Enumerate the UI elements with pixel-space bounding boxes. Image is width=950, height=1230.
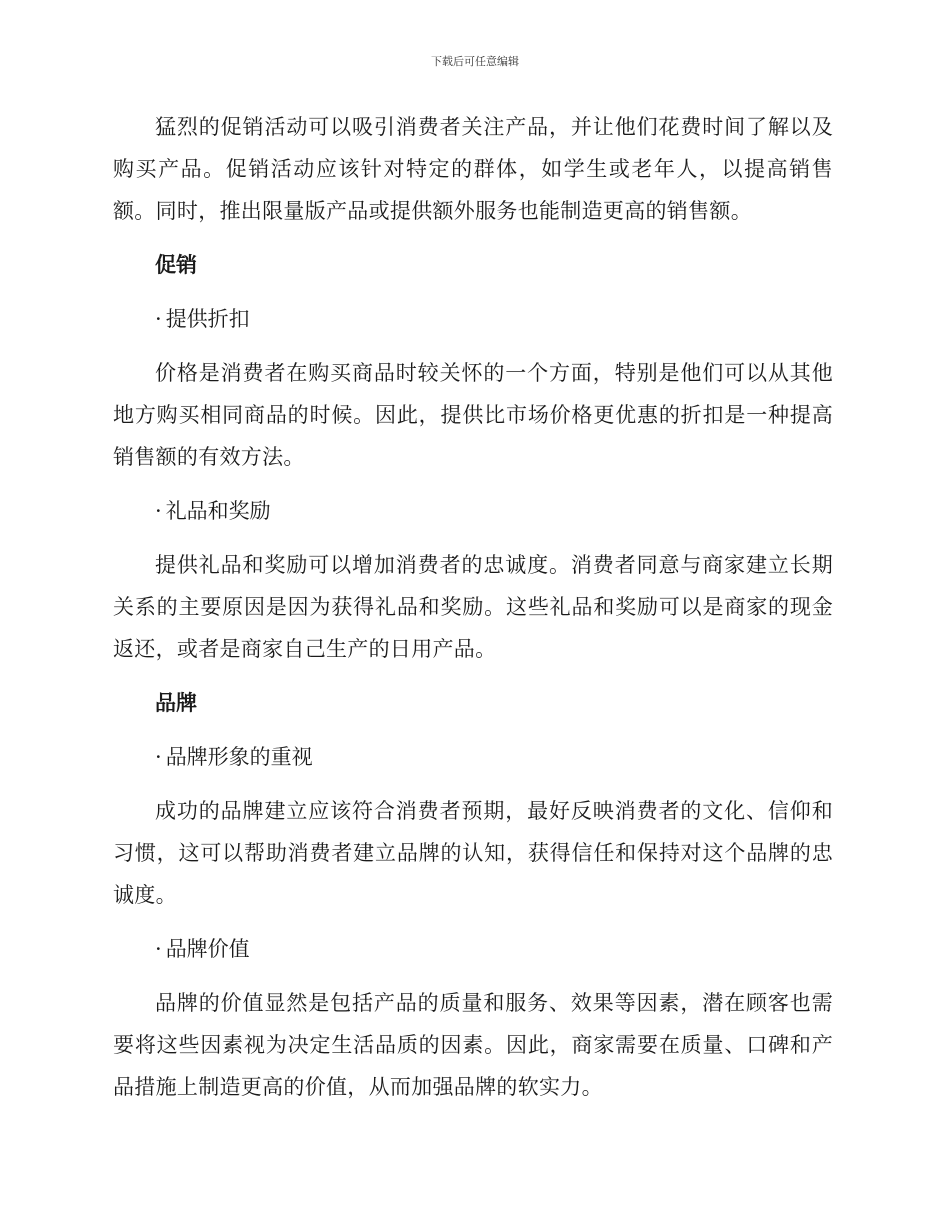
bullet-label: 礼品和奖励 [165, 499, 271, 523]
bullet-dot-icon: · [155, 307, 162, 331]
section-heading-brand: 品牌 [155, 691, 197, 715]
bullet-label: 提供折扣 [165, 307, 250, 331]
bullet-item-discount [155, 298, 833, 340]
bullet-dot-icon: · [155, 499, 162, 523]
bullet-dot-icon: · [155, 937, 162, 961]
paragraph-intro: 猛烈的促销活动可以吸引消费者关注产品，并让他们花费时间了解以及购买产品。促销活动应该针对特定的群体，如学生或老年人，以提高销售额。同时，推出限量版产品或提供额外服务也能制造更高的销售额。 [113, 115, 833, 223]
paragraph-gifts: 提供礼品和奖励可以增加消费者的忠诚度。消费者同意与商家建立长期关系的主要原因是因为获得礼品和奖励。这些礼品和奖励可以是商家的现金返还，或者是商家自己生产的日用产品。 [113, 553, 833, 661]
bullet-label: 品牌价值 [165, 937, 250, 961]
bullet-item-brand-image [155, 736, 833, 778]
paragraph-discount: 价格是消费者在购买商品时较关怀的一个方面，特别是他们可以从其他地方购买相同商品的时候。因此，提供比市场价格更优惠的折扣是一种提高销售额的有效方法。 [113, 361, 833, 469]
bullet-item-brand-value [155, 928, 833, 970]
paragraph-brand-value: 品牌的价值显然是包括产品的质量和服务、效果等因素，潜在顾客也需要将这些因素视为决定生活品质的因素。因此，商家需要在质量、口碑和产品措施上制造更高的价值，从而加强品牌的软实力。 [113, 991, 833, 1099]
bullet-item-gifts [155, 490, 833, 532]
bullet-label: 品牌形象的重视 [165, 745, 313, 769]
page-header: 下载后可任意编辑 [431, 55, 519, 68]
section-heading-promotion: 促销 [155, 253, 197, 277]
document-body [113, 106, 833, 1120]
bullet-dot-icon: · [155, 745, 162, 769]
paragraph-brand-image: 成功的品牌建立应该符合消费者预期，最好反映消费者的文化、信仰和习惯，这可以帮助消费者建立品牌的认知，获得信任和保持对这个品牌的忠诚度。 [113, 799, 833, 907]
